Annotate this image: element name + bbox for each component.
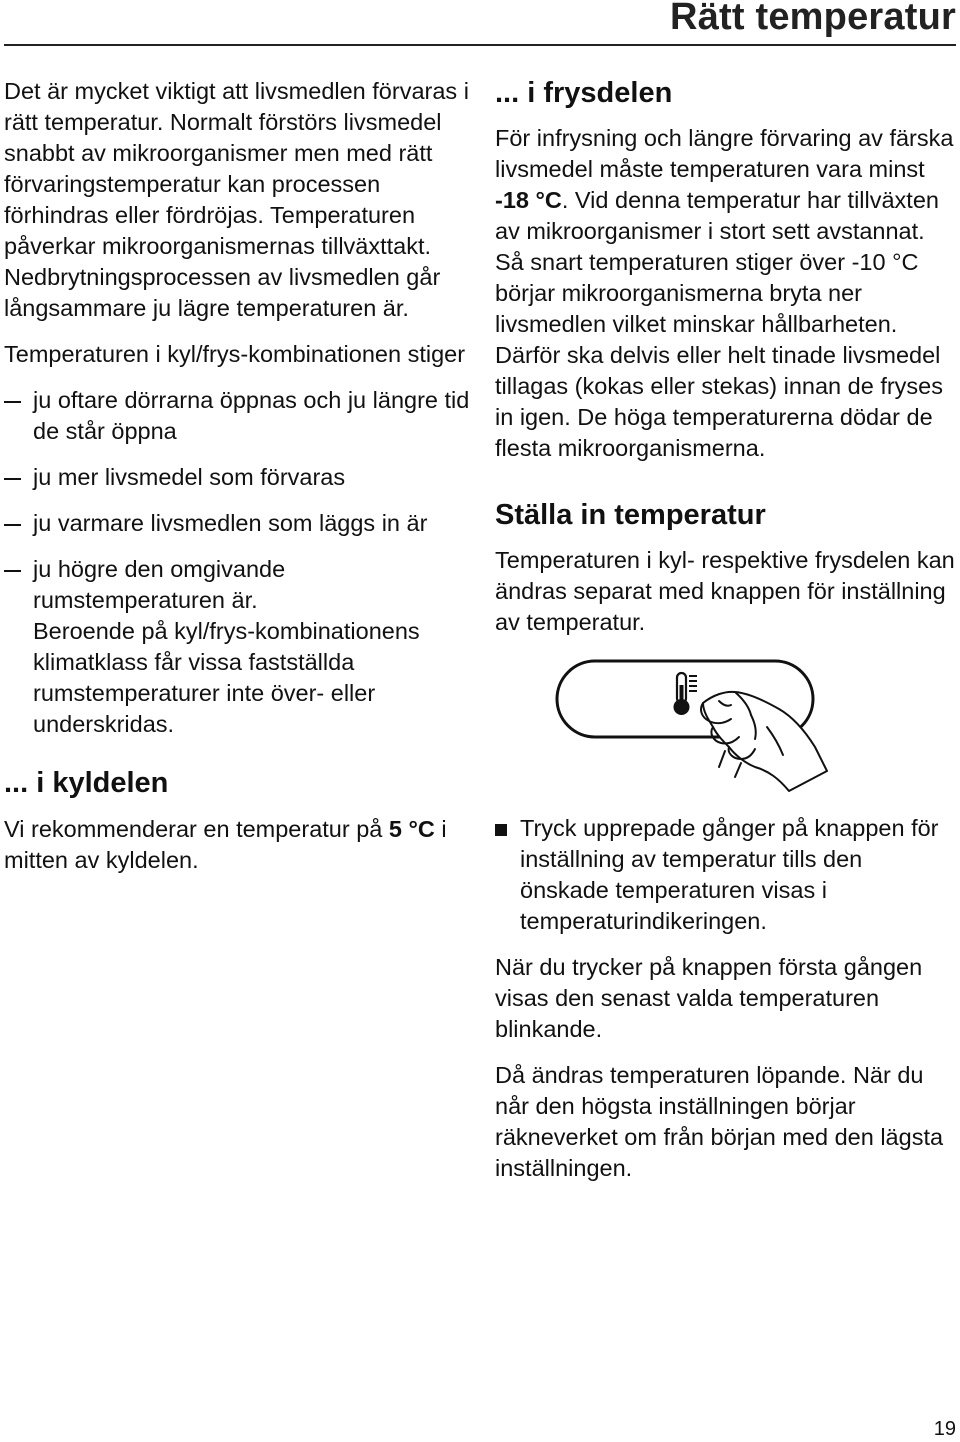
list-item (4, 508, 470, 539)
page-header-title: Rätt temperatur (670, 0, 956, 38)
freezer-text-before: För infrysning och längre förvaring av färska livsmedel måste temperaturen vara minst (495, 125, 954, 182)
temperature-rise-intro: Temperaturen i kyl/frys-kombinationen stiger (4, 341, 466, 367)
freezer-section-heading: ... i frysdelen (495, 77, 673, 109)
set-temperature-heading: Ställa in temperatur (495, 499, 766, 531)
fridge-section-heading: ... i kyldelen (4, 767, 169, 799)
list-item-text: ju mer livsmedel som förvaras (33, 464, 346, 490)
temperature-rise-list (4, 385, 470, 616)
list-item-text: ju högre den omgivande rumstemperaturen är. (33, 556, 286, 613)
list-item-text: ju varmare livsmedlen som läggs in är (33, 510, 428, 536)
bullet-square-icon (495, 824, 507, 836)
intro-paragraph: Det är mycket viktigt att livsmedlen förvaras i rätt temperatur. Normalt förstörs livsmedel snabbt av mikroorganismer men med rätt förvaringstemperatur kan processen förhindras eller fördröjas. Temperaturen påverkar mikroorganismernas tillväxttakt. Nedbrytningsprocessen av livsmedlen går långsammare ju lägre temperaturen är. (4, 78, 469, 321)
right-column (495, 76, 955, 1184)
freezer-temperature-value: -18 °C (495, 187, 562, 213)
instruction-step (495, 813, 955, 937)
left-column (4, 76, 470, 876)
list-item (4, 554, 470, 616)
first-press-paragraph: När du trycker på knappen första gången visas den senast valda temperaturen blinkande. (495, 954, 923, 1042)
continuous-change-paragraph: Då ändras temperaturen löpande. När du når den högsta inställningen börjar räkneverket om från början med den lägsta inställningen. (495, 1062, 944, 1181)
freezer-text-after: . Vid denna temperatur har tillväxten av mikroorganismer i stort sett avstannat. Så snart temperaturen stiger över -10 °C börjar mikroorganismerna bryta ner livsmedlen vilket minskar hållbarheten. Därför ska delvis eller helt tinade livsmedel tillagas (kokas eller stekas) innan de fryses in igen. De höga temperaturerna dödar de flesta mikroorganismerna. (495, 187, 944, 461)
list-item (4, 462, 470, 493)
instruction-step-text: Tryck upprepade gånger på knappen för inställning av temperatur tills den önskade temperaturen visas i temperaturindikeringen. (520, 815, 939, 934)
fridge-text-before: Vi rekommenderar en temperatur på (4, 816, 389, 842)
page-number: 19 (933, 1418, 956, 1440)
fridge-text-after: i mitten av kyldelen. (4, 816, 447, 873)
list-item (4, 385, 470, 447)
set-temperature-intro: Temperaturen i kyl- respektive frysdelen kan ändras separat med knappen för inställning av temperatur. (495, 547, 955, 635)
list-item-text: ju oftare dörrarna öppnas och ju längre tid de står öppna (33, 387, 470, 444)
freezer-paragraph (495, 123, 955, 464)
fridge-temperature-value: 5 °C (388, 816, 435, 842)
fridge-recommendation (4, 814, 470, 876)
climate-class-note: Beroende på kyl/frys-kombinationens klimatklass får vissa fastställda rumstemperaturer inte över- eller underskridas. (33, 618, 420, 737)
header-divider (4, 44, 956, 46)
thermometer-button-hand-icon (553, 655, 833, 795)
